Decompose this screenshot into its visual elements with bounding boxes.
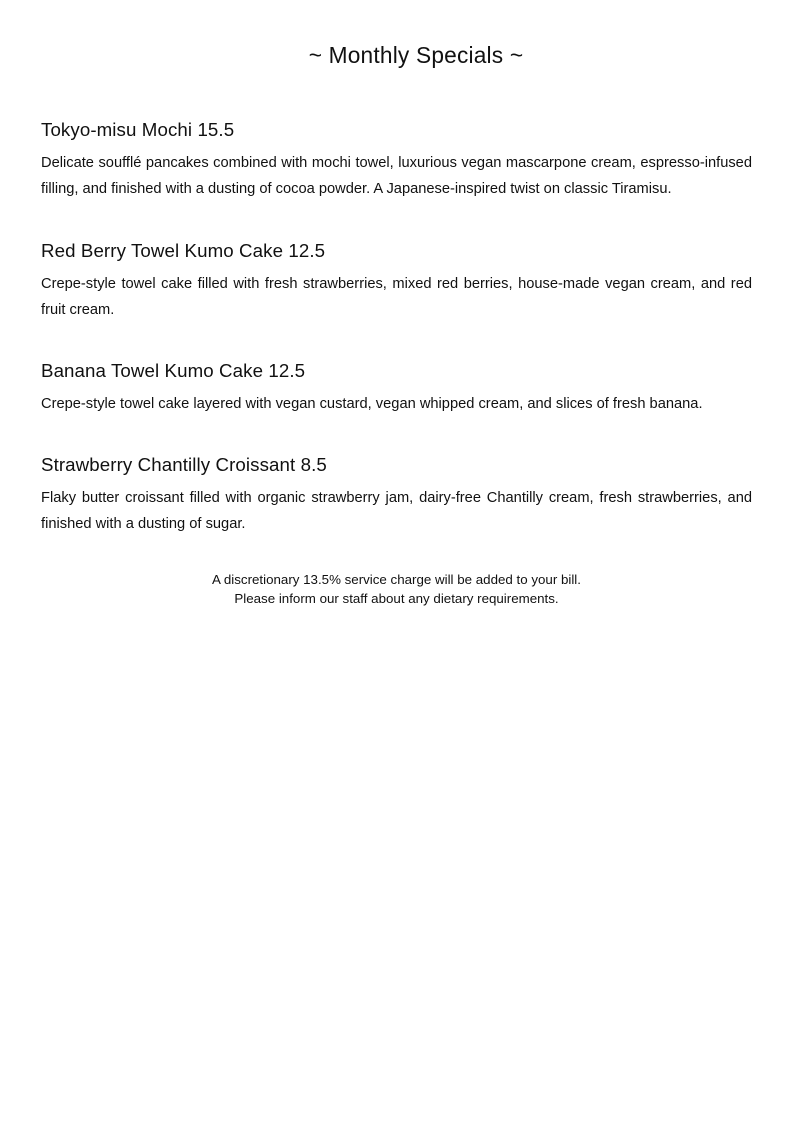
item-name: Red Berry Towel Kumo Cake: [41, 239, 284, 261]
menu-section: [41, 117, 752, 537]
page-title: ~ Monthly Specials ~: [308, 42, 524, 68]
menu-item: [41, 238, 752, 323]
menu-item: [41, 452, 752, 537]
menu-item: [41, 117, 752, 202]
item-heading: [41, 452, 752, 478]
menu-item: [41, 358, 752, 417]
item-description: Crepe-style towel cake filled with fresh strawberries, mixed red berries, house-made vegan cream, and red fruit cream.: [41, 275, 752, 318]
item-name: Tokyo-misu Mochi: [41, 118, 193, 140]
item-name: Banana Towel Kumo Cake: [41, 359, 264, 381]
item-description: Delicate soufflé pancakes combined with mochi towel, luxurious vegan mascarpone cream, espresso-infused filling, and finished with a dusting of cocoa powder. A Japanese-inspired twist on classic Tiramisu.: [41, 154, 752, 197]
item-price: 15.5: [197, 118, 235, 140]
item-heading: [41, 117, 752, 143]
item-name: Strawberry Chantilly Croissant: [41, 453, 296, 475]
dietary-note: Please inform our staff about any dietary requirements.: [234, 590, 559, 606]
item-description: Crepe-style towel cake layered with vegan custard, vegan whipped cream, and slices of fresh banana.: [41, 395, 703, 412]
item-heading: [41, 358, 752, 384]
item-description: Flaky butter croissant filled with organic strawberry jam, dairy-free Chantilly cream, fresh strawberries, and finished with a dusting of sugar.: [41, 489, 752, 532]
item-price: 12.5: [268, 359, 306, 381]
item-price: 8.5: [300, 453, 327, 475]
service-charge-note: A discretionary 13.5% service charge will be added to your bill.: [212, 571, 581, 587]
item-price: 12.5: [288, 239, 326, 261]
footer-notes: [41, 570, 752, 608]
item-heading: [41, 238, 752, 264]
